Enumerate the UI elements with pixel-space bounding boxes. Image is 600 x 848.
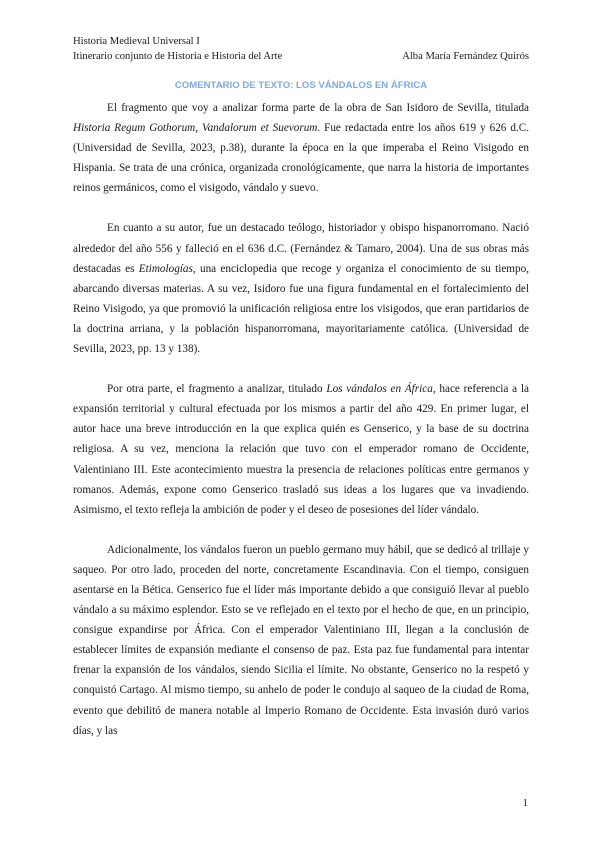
document-body [73,98,529,761]
paragraph-4: Adicionalmente, los vándalos fueron un pueblo germano muy hábil, que se dedicó al trillaje y saqueo. Por otro lado, proceden del norte, concretamente Escandinavia. Con el tiempo, consiguen asentarse en la Bética. Genserico fue el líder más importante debido a que consiguió llevar al pueblo vándalo a su máximo esplendor. Esto se ve reflejado en el texto por el hecho de que, en un principio, consigue expandirse por África. Con el emperador Valentiniano III, llegan a la conclusión de establecer límites de expansión mediante el consenso de paz. Esta paz fue fundamental para intentar frenar la expansión de los vándalos, siendo Sicilia el límite. No obstante, Genserico no la respetó y conquistó Cartago. Al mismo tiempo, su anhelo de poder le condujo al saqueo de la ciudad de Roma, evento que debilitó de manera notable al Imperio Romano de Occidente. Esta invasión duró varios días, y las [73,543,529,737]
paragraph-2 [73,218,529,359]
header-row [73,49,529,64]
paragraph-3 [73,379,529,520]
paragraph-text: , una enciclopedia que recoge y organiza el conocimiento de su tiempo, abarcando diversas materias. A su vez, Isidoro fue una figura fundamental en el fortalecimiento del Reino Visigodo, ya que promovió la unificación religiosa entre los visigodos, que eran partidarios de la doctrina arriana, y la población hispanorromana, mayoritariamente católica. (Universidad de Sevilla, 2023, pp. 13 y 138). [73,262,529,356]
paragraph-text: . Fue redactada entre los años 619 y 626 d.C. (Universidad de Sevilla, 2023, p.38), durante la época en la que imperaba el Reino Visigodo en Hispania. Se trata de una crónica, organizada cronológicamente, que narra la historia de importantes reinos germánicos, como el visigodo, vándalo y suevo. [73,122,529,195]
course-name: Historia Medieval Universal I [73,36,200,47]
paragraph-text: , hace referencia a la expansión territorial y cultural efectuada por los mismos a partir del año 429. En primer lugar, el autor hace una breve introducción en la que explica quién es Genserico, y la base de su doctrina religiosa. A su vez, menciona la relación que tuvo con el emperador romano de Occidente, Valentiniano III. Este acontecimiento muestra la presencia de relaciones políticas entre germanos y romanos. Además, expone como Genserico trasladó sus ideas a los lugares que va invadiendo. Asimismo, el texto refleja la ambición de poder y el deseo de posesiones del líder vándalo. [73,383,529,516]
paragraph-text: El fragmento que voy a analizar forma parte de la obra de San Isidoro de Sevilla, titulada [107,102,529,114]
page-number: 1 [522,797,528,809]
program-name: Itinerario conjunto de Historia e Historia del Arte [73,51,283,62]
paragraph-text: Por otra parte, el fragmento a analizar, titulado [107,383,327,396]
work-title: Historia Regum Gothorum, Vandalorum et Suevorum [73,122,318,135]
document-title: COMENTARIO DE TEXTO: LOS VÁNDALOS EN ÁFRICA [174,80,428,91]
author-name: Alba María Fernández Quirós [402,51,529,62]
paragraph-text: En cuanto a su autor, fue un destacado teólogo, historiador y obispo hispanorromano. Nació alrededor del año 556 y falleció en el 636 d.C. (Fernández & Tamaro, 2004). Una de sus obras más destacadas es [73,222,529,275]
work-title: Etimologías [138,262,193,275]
paragraph-1 [73,98,529,198]
work-title: Los vándalos en África [326,383,433,396]
page-header [73,34,529,64]
